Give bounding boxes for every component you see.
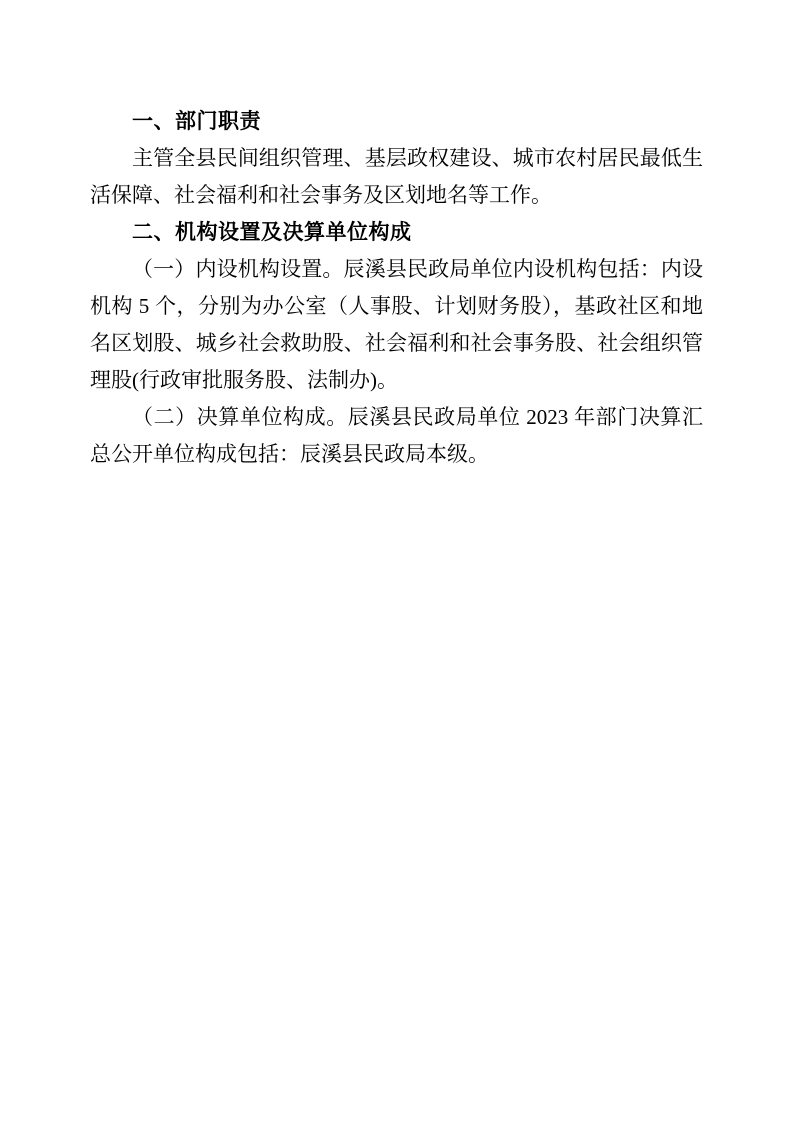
section-1-paragraph-1: 主管全县民间组织管理、基层政权建设、城市农村居民最低生活保障、社会福利和社会事务及区划地名等工作。	[90, 146, 703, 207]
section-1-heading: 一、部门职责	[132, 110, 261, 133]
section-2-heading: 二、机构设置及决算单位构成	[132, 221, 412, 244]
section-2-paragraph-2: （二）决算单位构成。辰溪县民政局单位 2023 年部门决算汇总公开单位构成包括：辰溪县民政局本级。	[90, 405, 703, 466]
document-content	[90, 103, 703, 473]
section-2-paragraph-1: （一）内设机构设置。辰溪县民政局单位内设机构包括：内设机构 5 个，分别为办公室（人事股、计划财务股），基政社区和地名区划股、城乡社会救助股、社会福利和社会事务股、社会组织管理股(行政审批服务股、法制办)。	[90, 257, 703, 392]
